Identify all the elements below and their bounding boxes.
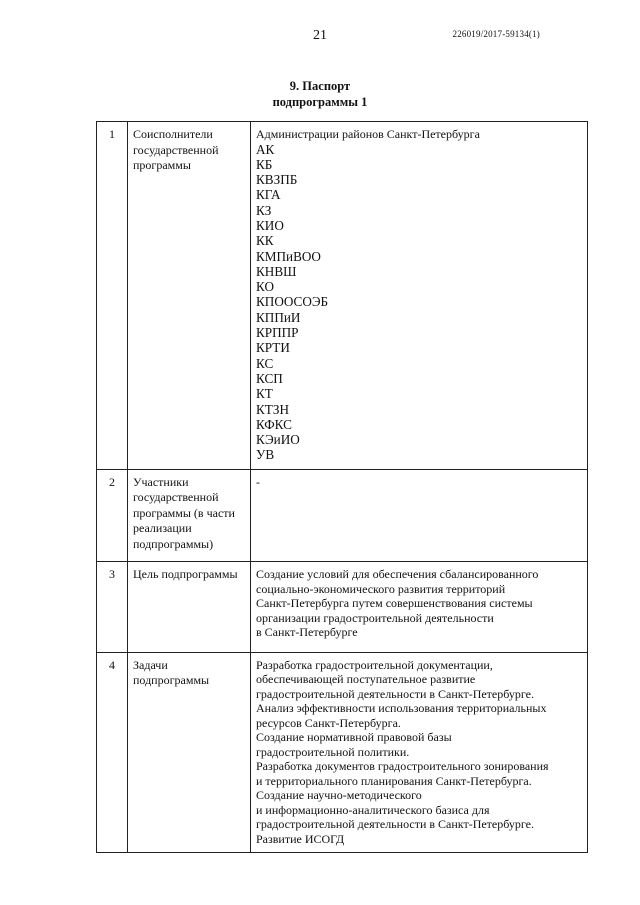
executor-code: КК	[256, 233, 274, 249]
passport-table	[96, 121, 588, 853]
row-label	[128, 122, 251, 470]
value-line: организации градостроительной деятельности	[256, 610, 494, 625]
executor-code: КС	[256, 355, 274, 371]
row-label	[128, 652, 251, 853]
value-line: Анализ эффективности использования территориальных	[256, 701, 547, 716]
label-line: подпрограммы	[133, 673, 210, 688]
value-line: Разработка градостроительной документации,	[256, 657, 493, 672]
section-title-line-2: подпрограммы 1	[272, 95, 368, 109]
section-title	[0, 78, 640, 110]
value-line: Создание условий для обеспечения сбалансированного	[256, 567, 539, 582]
row-number: 4	[97, 652, 128, 853]
value-line: градостроительной политики.	[256, 744, 410, 759]
value-line: Развитие ИСОГД	[256, 831, 345, 846]
value-line: Создание научно-методического	[256, 788, 422, 803]
executor-code: КТЗН	[256, 401, 289, 417]
label-line: государственной	[133, 142, 219, 157]
value-line: социально-экономического развития территорий	[256, 581, 506, 596]
label-line: программы	[133, 158, 191, 172]
label-line: программы (в части	[133, 505, 235, 520]
table-row	[97, 562, 588, 653]
row-value	[251, 652, 588, 853]
table-row	[97, 122, 588, 470]
executor-code: КФКС	[256, 416, 292, 432]
executor-code: КИО	[256, 217, 284, 233]
executor-code: КЭиИО	[256, 432, 300, 448]
value-line: ресурсов Санкт-Петербурга.	[256, 715, 401, 730]
row-number: 3	[97, 562, 128, 653]
label-line: Цель подпрограммы	[133, 567, 238, 582]
executor-code-list	[256, 142, 582, 463]
executor-code: АК	[256, 141, 275, 157]
executor-code: КЗ	[256, 202, 272, 218]
value-line: Санкт-Петербурга путем совершенствования системы	[256, 596, 533, 611]
executor-code: КГА	[256, 187, 281, 203]
value-line: обеспечивающей поступательное развитие	[256, 672, 476, 687]
executor-code: КППиИ	[256, 309, 301, 325]
value-line: и территориального планирования Санкт-Петербурга.	[256, 773, 532, 788]
row-label	[128, 562, 251, 653]
value-line: в Санкт-Петербурге	[256, 625, 358, 640]
value-line: Разработка документов градостроительного зонирования	[256, 759, 549, 774]
executor-code: КСП	[256, 370, 283, 386]
label-line: Задачи	[133, 657, 168, 672]
label-line: Участники	[133, 474, 189, 489]
label-line: подпрограммы)	[133, 536, 214, 551]
value-line: градостроительной деятельности в Санкт-Петербурге.	[256, 686, 534, 701]
label-line: государственной	[133, 490, 219, 505]
row-label	[128, 469, 251, 562]
executor-code: КРТИ	[256, 340, 290, 356]
executor-code: КПООСОЭБ	[256, 294, 329, 310]
row-value	[251, 562, 588, 653]
page-number: 21	[313, 28, 327, 43]
executor-code: КНВШ	[256, 263, 297, 279]
label-line: Соисполнители	[133, 127, 213, 141]
label-line: реализации	[133, 521, 192, 536]
value-line: -	[256, 474, 260, 489]
table-row	[97, 652, 588, 853]
value-line: Администрации районов Санкт-Петербурга	[256, 127, 480, 141]
executor-code: КТ	[256, 386, 273, 402]
row-number: 2	[97, 469, 128, 562]
row-value	[251, 122, 588, 470]
value-line: Создание нормативной правовой базы	[256, 730, 452, 745]
row-value	[251, 469, 588, 562]
section-title-line-1: 9. Паспорт	[289, 79, 351, 93]
executor-code: КБ	[256, 156, 273, 172]
executor-code: КО	[256, 279, 274, 295]
executor-code: УВ	[256, 447, 275, 463]
executor-code: КРППР	[256, 325, 299, 341]
executor-code: КВЗПБ	[256, 172, 298, 188]
value-line: градостроительной деятельности в Санкт-Петербурге.	[256, 817, 534, 832]
value-line: и информационно-аналитического базиса для	[256, 802, 490, 817]
document-number: 226019/2017-59134(1)	[452, 29, 540, 39]
executor-code: КМПиВОО	[256, 248, 321, 264]
row-number: 1	[97, 122, 128, 470]
table-row	[97, 469, 588, 562]
